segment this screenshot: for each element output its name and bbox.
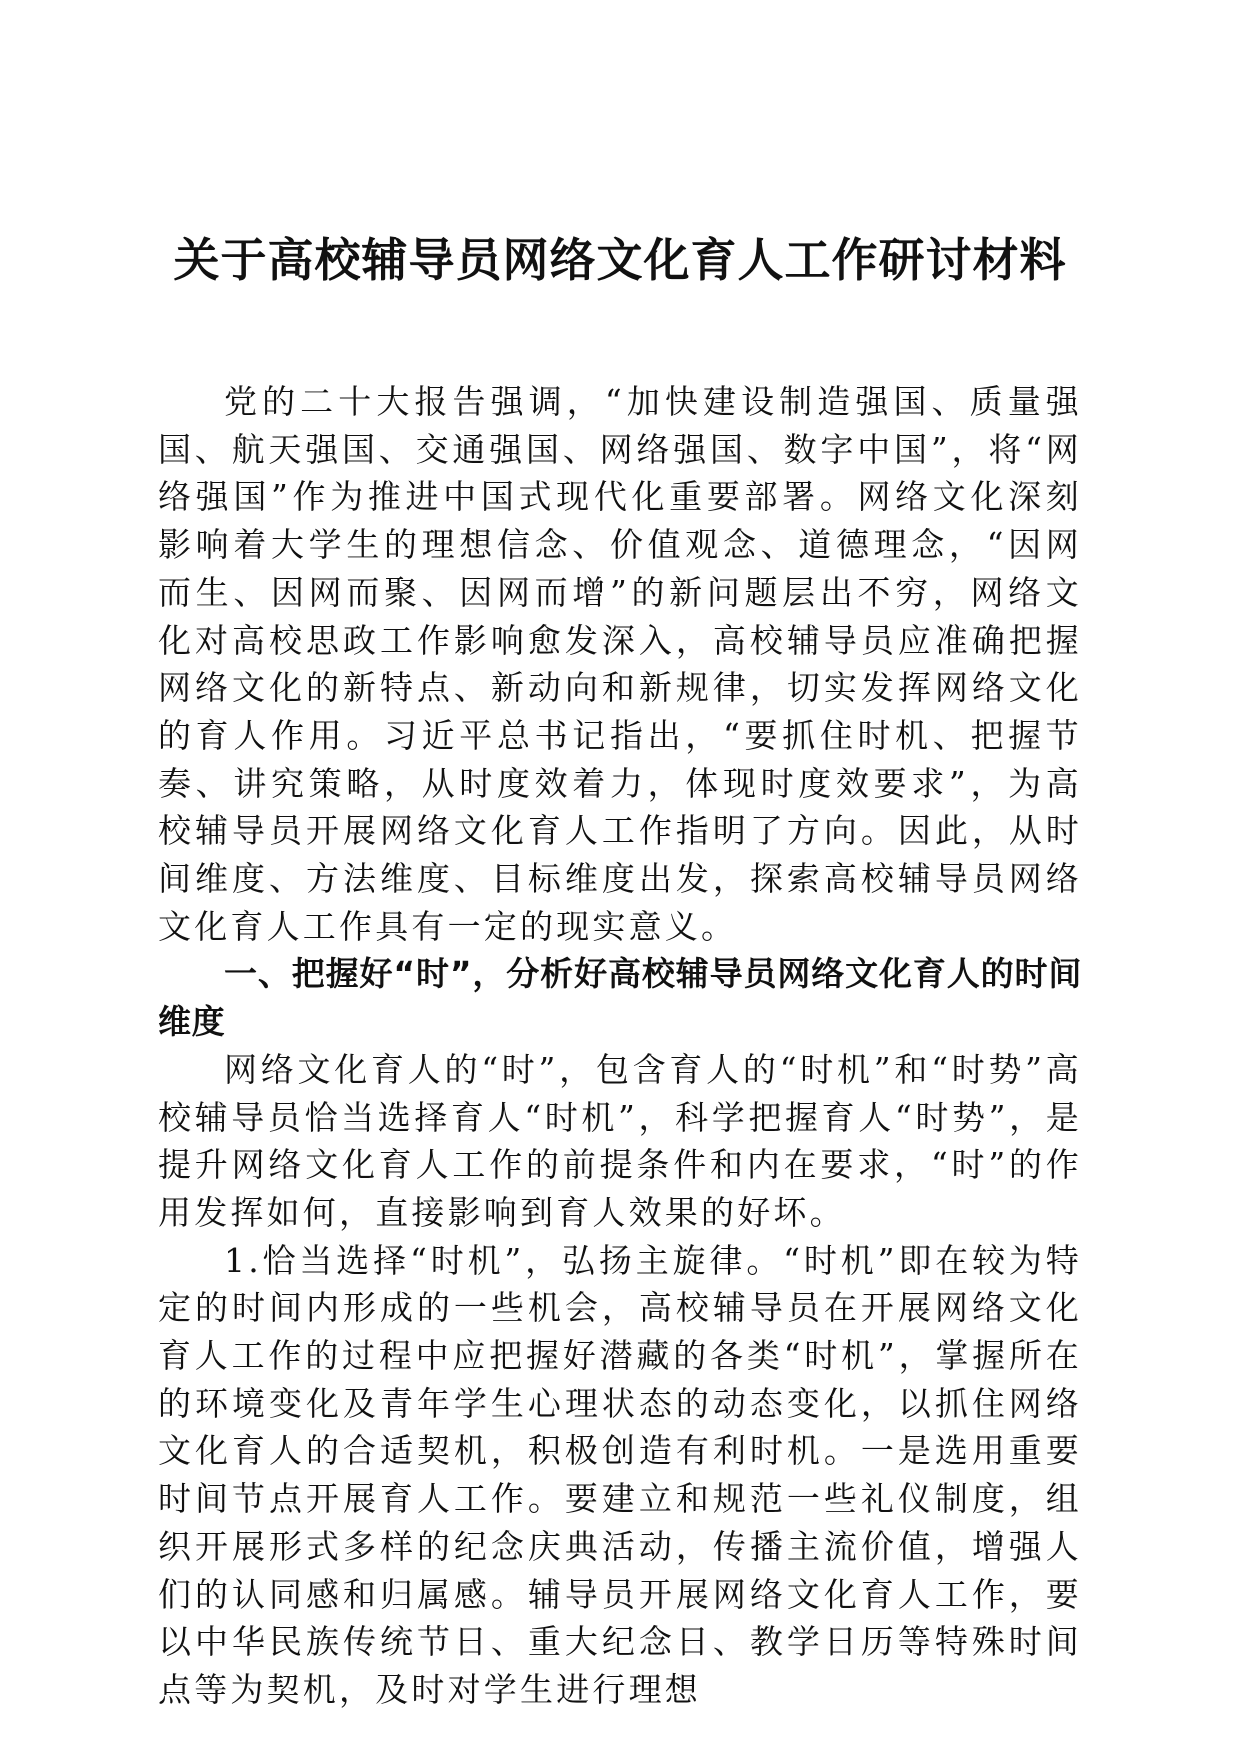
document-body (158, 378, 1082, 1714)
section-1-paragraph: 网络文化育人的“时”，包含育人的“时机”和“时势”高校辅导员恰当选择育人“时机”，科学把握育人“时势”，是提升网络文化育人工作的前提条件和内在要求，“时”的作用发挥如何，直接影响到育人效果的好坏。 (158, 1049, 1082, 1232)
document-title: 关于高校辅导员网络文化育人工作研讨材料 (173, 233, 1067, 287)
intro-paragraph: 党的二十大报告强调，“加快建设制造强国、质量强国、航天强国、交通强国、网络强国、数字中国”，将“网络强国”作为推进中国式现代化重要部署。网络文化深刻影响着大学生的理想信念、价值观念、道德理念，“因网而生、因网而聚、因网而增”的新问题层出不穷，网络文化对高校思政工作影响愈发深入，高校辅导员应准确把握网络文化的新特点、新动向和新规律，切实发挥网络文化的育人作用。习近平总书记指出，“要抓住时机、把握节奏、讲究策略，从时度效着力，体现时度效要求”，为高校辅导员开展网络文化育人工作指明了方向。因此，从时间维度、方法维度、目标维度出发，探索高校辅导员网络文化育人工作具有一定的现实意义。 (158, 382, 1082, 946)
subsection-1-paragraph: 1.恰当选择“时机”，弘扬主旋律。“时机”即在较为特定的时间内形成的一些机会，高校辅导员在开展网络文化育人工作的过程中应把握好潜藏的各类“时机”，掌握所在的环境变化及青年学生心理状态的动态变化，以抓住网络文化育人的合适契机，积极创造有利时机。一是选用重要时间节点开展育人工作。要建立和规范一些礼仪制度，组织开展形式多样的纪念庆典活动，传播主流价值，增强人们的认同感和归属感。辅导员开展网络文化育人工作，要以中华民族传统节日、重大纪念日、教学日历等特殊时间点等为契机，及时对学生进行理想 (158, 1240, 1082, 1709)
section-heading-1: 一、把握好“时”，分析好高校辅导员网络文化育人的时间维度 (158, 954, 1082, 1042)
